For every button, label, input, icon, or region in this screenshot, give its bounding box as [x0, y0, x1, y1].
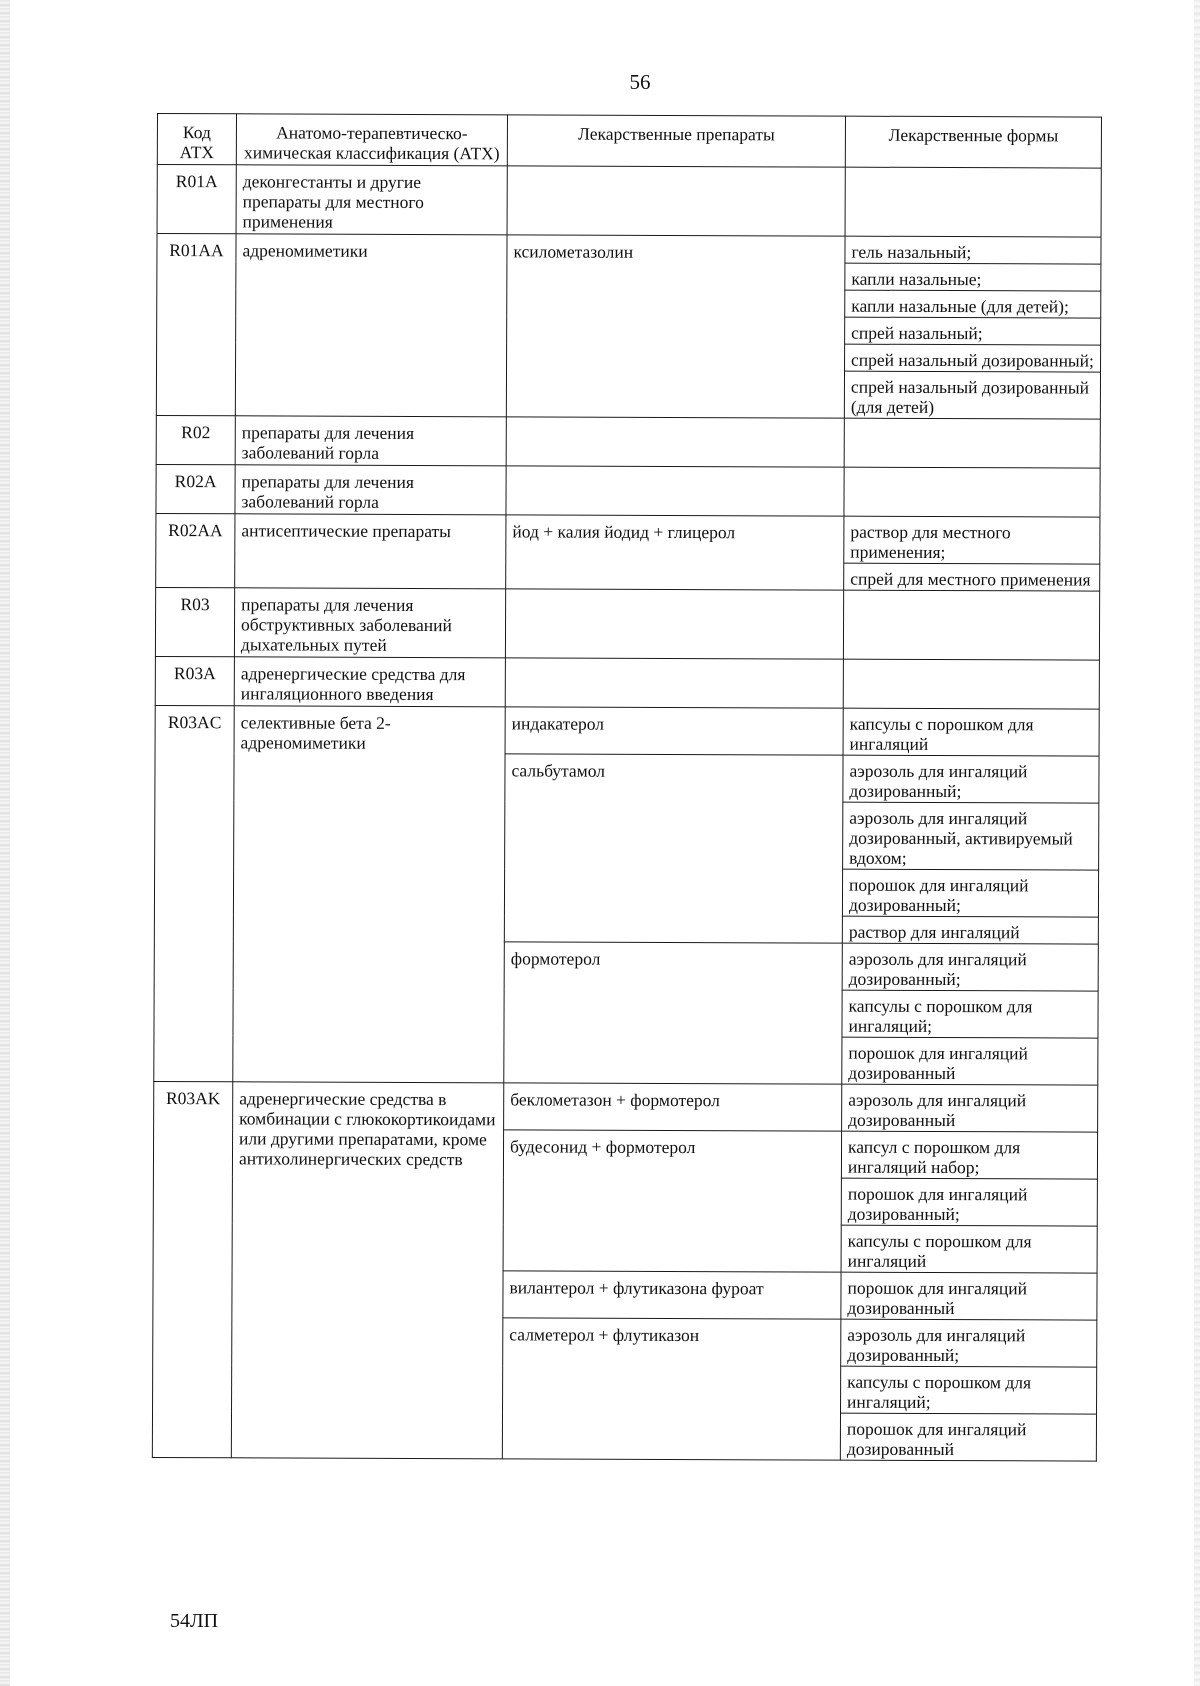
medicine-cell: вилантерол + флутиказона фуроат [503, 1271, 841, 1319]
footer-code: 54ЛП [170, 1610, 219, 1632]
atc-group-name-cell: деконгестанты и другие препараты для местного применения [236, 165, 507, 235]
medicine-cell [506, 466, 844, 516]
medicine-cell: формотерол [504, 942, 843, 1084]
medicine-cell: йод + калия йодид + глицерол [506, 515, 844, 590]
medicine-cell: ксилометазолин [506, 235, 845, 418]
dosage-form-cell: капсулы с порошком для ингаляций; [842, 990, 1098, 1038]
table-row [156, 464, 1100, 517]
atc-code-cell: R03AC [154, 705, 234, 1081]
atc-group-name-cell: препараты для лечения заболеваний горла [235, 465, 506, 515]
atc-group-name-cell: препараты для лечения обструктивных заболеваний дыхательных путей [234, 588, 505, 658]
dosage-form-cell: гель назальный; [845, 236, 1101, 264]
table-row [157, 234, 1101, 265]
table-row [155, 656, 1099, 709]
table-row [155, 705, 1099, 756]
scan-edge-left [0, 0, 10, 1686]
atc-code-cell: R03A [155, 656, 234, 705]
dosage-form-cell: спрей назальный; [845, 317, 1101, 345]
atc-group-name-cell: селективные бета 2-адреномиметики [233, 706, 505, 1083]
table-row [154, 1081, 1098, 1132]
dosage-form-cell: аэрозоль для ингаляций дозированный [842, 1084, 1098, 1132]
medicine-cell: будесонид + формотерол [503, 1130, 842, 1272]
medicine-cell: беклометазон + формотерол [504, 1083, 842, 1131]
dosage-form-cell: порошок для ингаляций дозированный [842, 1037, 1098, 1085]
dosage-form-cell: капсул с порошком для ингаляций набор; [841, 1131, 1097, 1179]
dosage-form-cell [845, 167, 1101, 237]
dosage-form-cell: капли назальные; [845, 263, 1101, 291]
atc-group-name-cell: антисептические препараты [235, 514, 506, 589]
table-row [156, 415, 1100, 468]
medicine-cell: сальбутамол [504, 754, 843, 943]
dosage-form-cell: спрей назальный дозированный (для детей) [844, 371, 1100, 419]
atc-code-cell: R03 [155, 587, 234, 656]
dosage-form-cell: капсулы с порошком для ингаляций [843, 708, 1099, 756]
dosage-form-cell: капсулы с порошком для ингаляций [841, 1225, 1097, 1273]
table-row [157, 165, 1101, 238]
dosage-form-cell: аэрозоль для ингаляций дозированный, активируемый вдохом; [843, 802, 1099, 870]
dosage-form-cell [843, 590, 1099, 660]
dosage-form-cell: раствор для ингаляций [842, 916, 1098, 944]
medicine-cell [505, 658, 843, 708]
medicine-cell: салметерол + флутиказон [502, 1318, 841, 1460]
dosage-form-cell [844, 418, 1100, 468]
table-body [152, 165, 1101, 1462]
atc-code-cell: R02AA [156, 513, 235, 587]
dosage-form-cell: порошок для ингаляций дозированный [840, 1413, 1096, 1461]
dosage-form-cell [843, 659, 1099, 709]
table-row [156, 513, 1100, 564]
scan-edge-right [1194, 0, 1200, 1686]
dosage-form-cell: капли назальные (для детей); [845, 290, 1101, 318]
dosage-form-cell: аэрозоль для ингаляций дозированный; [842, 943, 1098, 991]
header-dosage-forms: Лекарственные формы [845, 116, 1101, 168]
dosage-form-cell: спрей для местного применения [844, 563, 1100, 591]
header-atc-code: Код АТХ [157, 114, 236, 165]
header-atc-classification: Анатомо-терапевтическо-химическая классификация (АТХ) [236, 114, 507, 166]
atc-code-cell: R02A [156, 464, 235, 513]
medicine-cell [507, 166, 845, 236]
atc-group-name-cell: адренергические средства в комбинации с глюкокортикоидами или другими препаратами, кроме антихолинергических средств [231, 1082, 503, 1459]
dosage-form-cell: аэрозоль для ингаляций дозированный; [841, 1319, 1097, 1367]
atc-classification-table [152, 113, 1102, 1462]
dosage-form-cell: спрей назальный дозированный; [845, 344, 1101, 372]
dosage-form-cell: порошок для ингаляций дозированный; [841, 1178, 1097, 1226]
dosage-form-cell: аэрозоль для ингаляций дозированный; [843, 755, 1099, 803]
atc-group-name-cell: адренергические средства для ингаляционного введения [234, 657, 505, 707]
atc-code-cell: R01AA [156, 234, 236, 416]
atc-group-name-cell: адреномиметики [235, 234, 507, 417]
dosage-form-cell: порошок для ингаляций дозированный [841, 1272, 1097, 1320]
dosage-form-cell: капсулы с порошком для ингаляций; [841, 1366, 1097, 1414]
medicine-cell [505, 589, 843, 659]
atc-group-name-cell: препараты для лечения заболеваний горла [235, 416, 506, 466]
dosage-form-cell [844, 467, 1100, 517]
dosage-form-cell: раствор для местного применения; [844, 516, 1100, 564]
medicine-cell: индакатерол [505, 707, 843, 755]
table-header-row [157, 114, 1101, 169]
dosage-form-cell: порошок для ингаляций дозированный; [842, 869, 1098, 917]
table-row [155, 587, 1099, 660]
atc-code-cell: R01A [157, 165, 236, 234]
atc-code-cell: R02 [156, 415, 235, 464]
atc-code-cell: R03AK [152, 1081, 232, 1457]
header-medicines: Лекарственные препараты [507, 115, 845, 167]
medicine-cell [506, 417, 844, 467]
page-number: 56 [629, 70, 651, 94]
